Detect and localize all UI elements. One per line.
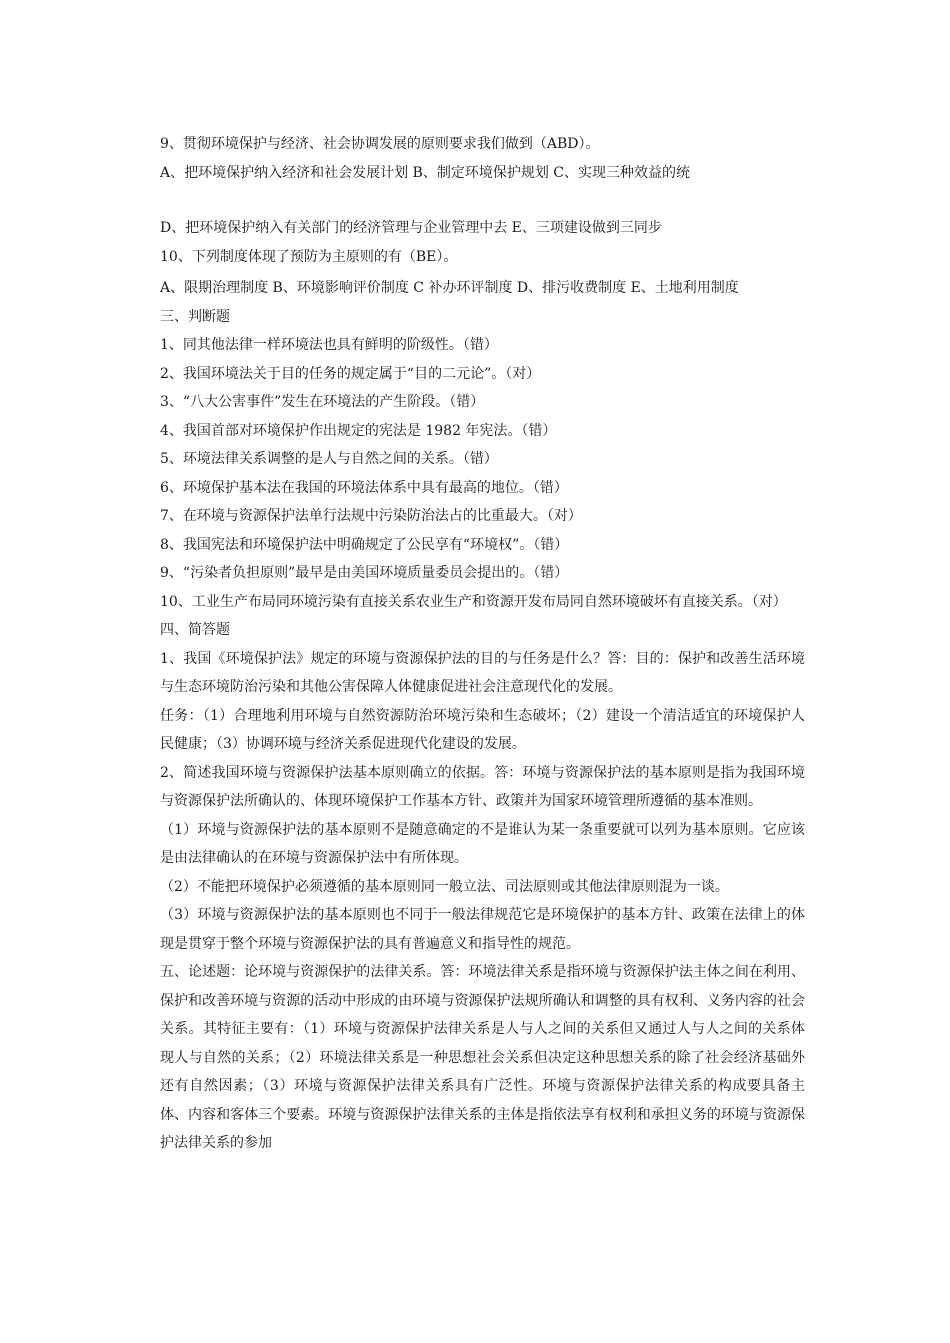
judgement-item: 4、我国首部对环境保护作出规定的宪法是 1982 年宪法。（错） bbox=[160, 422, 557, 439]
question-10-options: A、限期治理制度 B、环境影响评价制度 C 补办环评制度 D、排污收费制度 E、土地利用制度 bbox=[160, 280, 739, 296]
question-9-options-line-1: A、把环境保护纳入经济和社会发展计划 B、制定环境保护规划 C、实现三种效益的统 bbox=[160, 164, 691, 181]
document-body bbox=[160, 130, 805, 1158]
short-answer-2-point-1: （1）环境与资源保护法的基本原则不是随意确定的不是谁认为某一条重要就可以列为基本原则。它应该是由法律确认的在环境与资源保护法中有所体现。 bbox=[160, 821, 805, 866]
short-answer-2-point-3: （3）环境与资源保护法的基本原则也不同于一般法律规范它是环境保护的基本方针、政策在法律上的体现是贯穿于整个环境与资源保护法的具有普遍意义和指导性的规范。 bbox=[160, 907, 805, 952]
short-answer-2-point-2: （2）不能把环境保护必须遵循的基本原则同一般立法、司法原则或其他法律原则混为一谈。 bbox=[160, 878, 729, 895]
short-answer-1: 1、我国《环境保护法》规定的环境与资源保护法的目的与任务是什么？答：目的：保护和改善生活环境与生态环境防治污染和其他公害保障人体健康促进社会注意现代化的发展。 bbox=[160, 650, 805, 695]
judgement-item: 3、“八大公害事件”发生在环境法的产生阶段。（错） bbox=[160, 394, 485, 410]
judgement-item: 10、工业生产布局同环境污染有直接关系农业生产和资源开发布局同自然环境破坏有直接关系。（对） bbox=[160, 593, 787, 610]
essay-paragraph: 五、论述题：论环境与资源保护的法律关系。答：环境法律关系是指环境与资源保护法主体之间在利用、保护和改善环境与资源的活动中形成的由环境与资源保护法规所确认和调整的具有权利、义务内容的社会关系。其特征主要有：（1）环境与资源保护法律关系是人与人之间的关系但又通过人与人之间的关系体现人与自然的关系；（2）环境法律关系是一种思想社会关系但决定这种思想关系的除了社会经济基础外还有自然因素；（3）环境与资源保护法律关系具有广泛性。环境与资源保护法律关系的构成要具备主体、内容和客体三个要素。环境与资源保护法律关系的主体是指依法享有权利和承担义务的环境与资源保护法律关系的参加 bbox=[160, 964, 805, 1151]
judgement-item: 9、“污染者负担原则”最早是由美国环境质量委员会提出的。（错） bbox=[160, 565, 569, 581]
judgement-item: 7、在环境与资源保护法单行法规中污染防治法占的比重最大。（对） bbox=[160, 508, 582, 524]
short-answer-heading: 四、简答题 bbox=[160, 622, 230, 638]
judgement-item: 2、我国环境法关于目的任务的规定属于“目的二元论”。（对） bbox=[160, 365, 541, 382]
question-9-options-line-2: D、把环境保护纳入有关部门的经济管理与企业管理中去 E、三项建设做到三同步 bbox=[160, 220, 662, 236]
question-9: 9、贯彻环境保护与经济、社会协调发展的原则要求我们做到（ABD）。 bbox=[160, 136, 600, 152]
question-10: 10、下列制度体现了预防为主原则的有（BE）。 bbox=[160, 248, 458, 265]
judgement-item: 5、环境法律关系调整的是人与自然之间的关系。（错） bbox=[160, 451, 498, 467]
judgement-item: 1、同其他法律一样环境法也具有鲜明的阶级性。（错） bbox=[160, 337, 498, 353]
judgement-heading: 三、判断题 bbox=[160, 308, 230, 325]
short-answer-1-tasks: 任务：（1）合理地利用环境与自然资源防治环境污染和生态破坏；（2）建设一个清洁适宜的环境保护人民健康；（3）协调环境与经济关系促进现代化建设的发展。 bbox=[160, 707, 805, 752]
judgement-item: 6、环境保护基本法在我国的环境法体系中具有最高的地位。（错） bbox=[160, 479, 568, 496]
judgement-item: 8、我国宪法和环境保护法中明确规定了公民享有“环境权”。（错） bbox=[160, 536, 569, 553]
short-answer-2: 2、简述我国环境与资源保护法基本原则确立的依据。答：环境与资源保护法的基本原则是指为我国环境与资源保护法所确认的、体现环境保护工作基本方针、政策并为国家环境管理所遵循的基本准则。 bbox=[160, 764, 805, 809]
